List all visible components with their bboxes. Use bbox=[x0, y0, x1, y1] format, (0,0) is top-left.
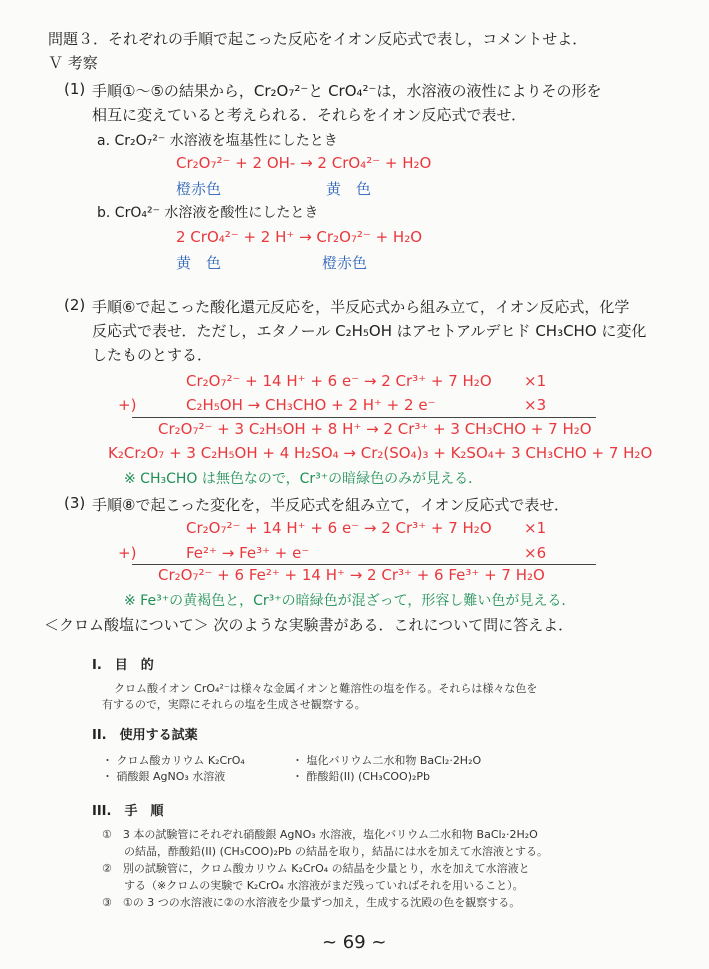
item3-half-eq1: Cr₂O₇²⁻ + 14 H⁺ + 6 e⁻ → 2 Cr³⁺ + 7 H₂O bbox=[186, 519, 492, 537]
sec3-title: III. 手 順 bbox=[92, 804, 164, 819]
item2-chemical-equation: K₂Cr₂O₇ + 3 C₂H₅OH + 4 H₂SO₄ → Cr₂(SO₄)₃ + K₂SO₄+ 3 CH₃CHO + 7 H₂O bbox=[108, 444, 653, 462]
reagent-2: ・ 塩化バリウム二水和物 BaCl₂·2H₂O bbox=[292, 754, 482, 767]
reagent-3: ・ 硝酸銀 AgNO₃ 水溶液 bbox=[102, 770, 226, 783]
item1a-color-right: 黄 色 bbox=[326, 180, 372, 198]
item3-sum-line bbox=[132, 564, 596, 565]
item1b-color-left: 黄 色 bbox=[176, 254, 222, 272]
item2-half-eq1-multiplier: ×1 bbox=[524, 372, 547, 390]
item2-half-eq2: C₂H₅OH → CH₃CHO + 2 H⁺ + 2 e⁻ bbox=[186, 396, 436, 414]
item3-half-eq2-multiplier: ×6 bbox=[524, 544, 547, 562]
item3-plus-sign: +) bbox=[118, 544, 137, 562]
item-number-2: (2) bbox=[64, 296, 86, 314]
item-number-3: (3) bbox=[64, 494, 86, 512]
section-heading-consideration: Ｖ 考察 bbox=[48, 54, 98, 72]
item1a-equation: Cr₂O₇²⁻ + 2 OH- → 2 CrO₄²⁻ + H₂O bbox=[176, 154, 432, 172]
question-title: 問題３．それぞれの手順で起こった反応をイオン反応式で表し，コメントせよ． bbox=[48, 30, 588, 48]
step3-line1: ③ ①の 3 つの水溶液に②の水溶液を少量ずつ加え，生成する沈殿の色を観察する。 bbox=[102, 896, 521, 909]
sec2-title: II. 使用する試薬 bbox=[92, 728, 198, 743]
item3-note: ※ Fe³⁺の黄褐色と，Cr³⁺の暗緑色が混ざって，形容し難い色が見える． bbox=[124, 593, 576, 609]
chromate-heading: ＜クロム酸塩について＞ 次のような実験書がある．これについて問に答えよ． bbox=[44, 616, 574, 634]
sec1-line2: 有するので，実際にそれらの塩を生成させ観察する。 bbox=[102, 698, 366, 711]
item3-ionic-equation: Cr₂O₇²⁻ + 6 Fe²⁺ + 14 H⁺ → 2 Cr³⁺ + 6 Fe³⁺ + 7 H₂O bbox=[158, 566, 545, 584]
item2-note: ※ CH₃CHO は無色なので，Cr³⁺の暗緑色のみが見える． bbox=[124, 471, 483, 487]
item3-half-eq1-multiplier: ×1 bbox=[524, 519, 547, 537]
item2-text-line3: したものとする． bbox=[92, 346, 213, 364]
item2-sum-line bbox=[132, 417, 596, 418]
step1-line2: の結晶，酢酸鉛(II) (CH₃COO)₂Pb の結晶を取り，結晶には水を加えて水溶液とする。 bbox=[124, 845, 549, 858]
item1b-color-right: 橙赤色 bbox=[322, 254, 368, 272]
item1a-color-left: 橙赤色 bbox=[176, 180, 222, 198]
item2-text-line1: 手順⑥で起こった酸化還元反応を，半反応式から組み立て，イオン反応式，化学 bbox=[92, 298, 630, 316]
sec1-line1: クロム酸イオン CrO₄²⁻は様々な金属イオンと難溶性の塩を作る。それらは様々な色を bbox=[114, 682, 538, 695]
item-number-1: (1) bbox=[64, 80, 86, 98]
reagent-4: ・ 酢酸鉛(II) (CH₃COO)₂Pb bbox=[292, 770, 431, 783]
item1-text-line1: 手順①～⑤の結果から，Cr₂O₇²⁻と CrO₄²⁻は，水溶液の液性によりその形を bbox=[92, 82, 602, 100]
item3-text-line1: 手順⑧で起こった変化を，半反応式を組み立て，イオン反応式で表せ． bbox=[92, 496, 569, 514]
step2-line2: する（※クロムの実験で K₂CrO₄ 水溶液がまだ残っていればそれを用いること）。 bbox=[124, 879, 524, 892]
item1-text-line2: 相互に変えていると考えられる．それらをイオン反応式で表せ． bbox=[92, 106, 527, 124]
step2-line1: ② 別の試験管に，クロム酸カリウム K₂CrO₄ の結晶を少量とり，水を加えて水溶液と bbox=[102, 862, 530, 875]
item1b-label: b. CrO₄²⁻ 水溶液を酸性にしたとき bbox=[97, 205, 319, 221]
page-number: ~ 69 ~ bbox=[322, 932, 387, 953]
step1-line1: ① 3 本の試験管にそれぞれ硝酸銀 AgNO₃ 水溶液，塩化バリウム二水和物 BaCl₂·2H₂O bbox=[102, 828, 538, 841]
item3-half-eq2: Fe²⁺ → Fe³⁺ + e⁻ bbox=[186, 544, 310, 562]
sec1-title: I. 目 的 bbox=[92, 658, 154, 673]
item2-half-eq1: Cr₂O₇²⁻ + 14 H⁺ + 6 e⁻ → 2 Cr³⁺ + 7 H₂O bbox=[186, 372, 492, 390]
item1b-equation: 2 CrO₄²⁻ + 2 H⁺ → Cr₂O₇²⁻ + H₂O bbox=[176, 228, 423, 246]
item2-half-eq2-multiplier: ×3 bbox=[524, 396, 547, 414]
item1a-label: a. Cr₂O₇²⁻ 水溶液を塩基性にしたとき bbox=[97, 133, 338, 149]
item2-text-line2: 反応式で表せ．ただし，エタノール C₂H₅OH はアセトアルデヒド CH₃CHO に変化 bbox=[92, 322, 647, 340]
item2-ionic-equation: Cr₂O₇²⁻ + 3 C₂H₅OH + 8 H⁺ → 2 Cr³⁺ + 3 CH₃CHO + 7 H₂O bbox=[158, 420, 592, 438]
item2-plus-sign: +) bbox=[118, 396, 137, 414]
reagent-1: ・ クロム酸カリウム K₂CrO₄ bbox=[102, 754, 245, 767]
